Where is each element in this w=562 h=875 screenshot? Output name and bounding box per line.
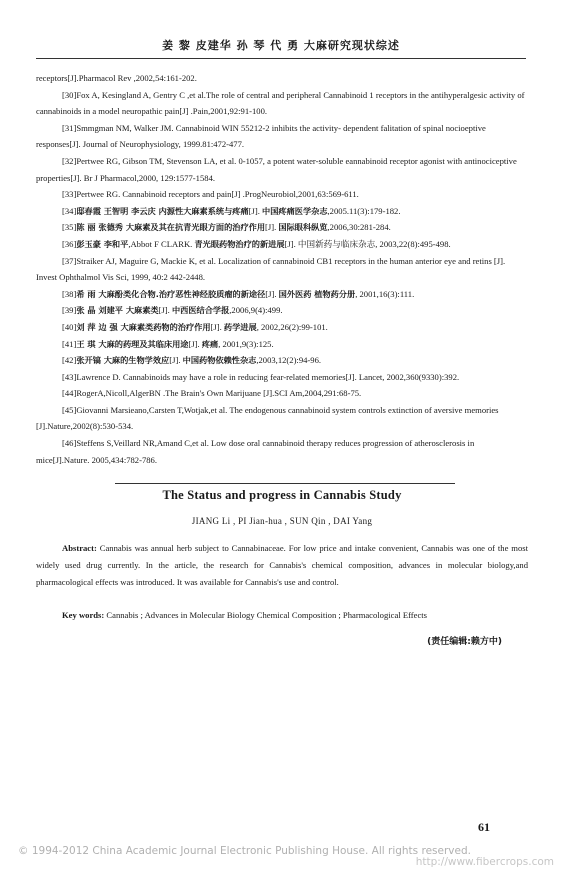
reference-post: [J]. — [169, 355, 183, 366]
watermark-url: http://www.fibercrops.com — [415, 856, 554, 868]
reference-text: [30]Fox A, Kesingland A, Gentry C ,et al.The role of central and peripheral Cannabinoid 1 receptors in the antihyperalgesic activity of cannabinoids in a model neuropathic pain[J] .Pain,2001,92:91-100. — [36, 89, 525, 117]
reference-post: [J]. — [188, 338, 202, 349]
reference-cjk: 刘 萍 边 强 大麻素类药物的治疗作用 — [76, 321, 211, 332]
reference-item — [36, 302, 528, 319]
reference-post: [J]. — [158, 305, 172, 316]
reference-item — [36, 87, 528, 120]
reference-post: [J]. — [265, 288, 279, 299]
reference-tail: ,2006,9(4):499. — [229, 305, 283, 316]
reference-text: [31]Smmgman NM, Walker JM. Cannabinoid WIN 55212-2 inhibits the activity- dependent falitation of spinal nocioeptive responses[J]. Journal of Neurophysiology, 1999.81:472-477. — [36, 122, 486, 150]
reference-pre: [39] — [62, 305, 77, 316]
reference-post: ,Abbot F CLARK. — [128, 238, 195, 249]
reference-item — [36, 336, 528, 353]
reference-item — [36, 402, 528, 435]
english-authors: JIANG Li , PI Jian-hua , SUN Qin , DAI Yang — [191, 516, 373, 526]
reference-item — [36, 70, 528, 87]
reference-post: [J]. — [210, 321, 224, 332]
reference-tail: , 2001,16(3):111. — [355, 288, 415, 299]
reference-pre: [34] — [62, 205, 77, 216]
page-header — [36, 30, 526, 59]
reference-cjk2: 药学进展 — [223, 321, 257, 332]
page-number: 61 — [478, 820, 490, 834]
running-head: 姜 黎 皮建华 孙 琴 代 勇 大麻研究现状综述 — [162, 39, 400, 52]
reference-item — [36, 203, 528, 220]
keywords-label: Key words: — [62, 610, 105, 620]
reference-item — [36, 153, 528, 186]
abstract-text: Cannabis was annual herb subject to Cannabinaceae. For low price and intake convenient, Cannabis was one of the most widely used drug currently. In the article, the research for Cannabis's chemical composition, advances in molecular biology,and pharmacological effects was introduced. It was available for Cannabis's use and control. — [36, 543, 528, 587]
reference-item — [36, 286, 528, 303]
reference-item — [36, 186, 528, 203]
reference-tail: ,2006,30:281-284. — [327, 222, 391, 233]
reference-tail: , 2002,26(2):99-101. — [256, 321, 328, 332]
reference-cjk2: 疼痛 — [201, 338, 219, 349]
reference-text: [44]RogerA,Nicoll,AlgerBN .The Brain's Own Marijuane [J].SCI Am,2004,291:68-75. — [62, 388, 362, 399]
reference-cjk2: 中国药物依赖性杂志 — [182, 355, 257, 366]
reference-cjk: 张 晶 刘建平 大麻素类 — [76, 305, 159, 316]
reference-text: [37]Straiker AJ, Maguire G, Mackie K, et al. Localization of cannabinoid CB1 receptors in the human anterior eye and retins [J]. Invest Ophthalmol Vis Sci, 1999, 40:2 442-2448. — [36, 255, 506, 283]
reference-cjk: 希 雨 大麻酚类化合物.治疗恶性神经胶质瘤的新途径 — [76, 288, 266, 299]
reference-cjk: 陈 丽 张德秀 大麻素及其在抗青光眼方面的治疗作用 — [76, 222, 266, 233]
reference-text: [45]Giovanni Marsieano,Carsten T,Wotjak,et al. The endogenous cannabinoid system controls extinction of aversive memories [J].Nature,2002(8):530-534. — [36, 404, 499, 432]
reference-tail: , 2001,9(3):125. — [218, 338, 274, 349]
english-abstract — [36, 540, 528, 590]
reference-item — [36, 435, 528, 468]
reference-pre: [36] — [62, 238, 77, 249]
reference-tail: [J]. 中国新药与临床杂志, 2003,22(8):495-498. — [284, 238, 451, 249]
reference-pre: [41] — [62, 338, 77, 349]
english-keywords — [36, 607, 528, 624]
reference-pre: [35] — [62, 222, 77, 233]
reference-item — [36, 369, 528, 386]
reference-item — [36, 385, 528, 402]
section-divider — [115, 483, 455, 484]
reference-cjk2: 中西医结合学报 — [171, 305, 230, 316]
reference-cjk2: 国外医药 植物药分册 — [278, 288, 356, 299]
reference-item — [36, 236, 528, 253]
reference-cjk: 王 琪 大麻的药理及其临床用途 — [76, 338, 189, 349]
abstract-label: Abstract: — [62, 543, 97, 553]
reference-item — [36, 253, 528, 286]
reference-cjk2: 青光眼药物治疗的新进展 — [194, 238, 285, 249]
reference-tail: ,2003,12(2):94-96. — [256, 355, 322, 366]
reference-cjk: 邸春霞 王智明 李云庆 内源性大麻素系统与疼痛 — [76, 205, 249, 216]
reference-item — [36, 120, 528, 153]
reference-post: [J]. — [248, 205, 263, 216]
reference-pre: [40] — [62, 321, 77, 332]
reference-tail: ,2005.11(3):179-182. — [327, 205, 401, 216]
reference-text: [46]Steffens S,Veillard NR,Amand C,et al. Low dose oral cannabinoid therapy reduces progression of atherosclerosis in mice[J].Nature. 2005,434:782-786. — [36, 438, 475, 465]
reference-cjk: 彭玉豪 李和平 — [76, 238, 129, 249]
footer-copyright: © 1994-2012 China Academic Journal Electronic Publishing House. All rights reserved. — [18, 845, 471, 857]
keywords-text: Cannabis ; Advances in Molecular Biology Chemical Composition ; Pharmacological Effects — [104, 610, 428, 620]
reference-item — [36, 319, 528, 336]
reference-cjk: 张开镐 大麻的生物学效应 — [76, 355, 170, 366]
reference-item — [36, 219, 528, 236]
reference-pre: [38] — [62, 288, 77, 299]
reference-item — [36, 352, 528, 369]
reference-cjk2: 中国疼痛医学杂志 — [262, 205, 328, 216]
reference-text: [43]Lawrence D. Cannabinoids may have a role in reducing fear-related memories[J]. Lancet, 2002,360(9330):392. — [62, 371, 460, 382]
reference-text: [32]Pertwee RG, Gibson TM, Stevenson LA, et al. 0-1057, a potent water-soluble eannabinoid receptor agonist with antinociceptive properties[J]. Br J Pharmacol,2000, 129:1577-1584. — [36, 155, 517, 183]
reference-text: receptors[J].Pharmacol Rev ,2002,54:161-202. — [36, 73, 197, 83]
reference-pre: [42] — [62, 355, 77, 366]
reference-cjk2: 国际眼科纵览 — [278, 222, 328, 233]
reference-text: [33]Pertwee RG. Cannabinoid receptors and pain[J] .ProgNeurobiol,2001,63:569-611. — [62, 189, 359, 200]
reference-post: [J]. — [265, 222, 279, 233]
editor-note: (责任编辑:赖方中) — [427, 637, 502, 647]
reference-list — [36, 70, 528, 468]
english-title: The Status and progress in Cannabis Study — [162, 488, 402, 502]
